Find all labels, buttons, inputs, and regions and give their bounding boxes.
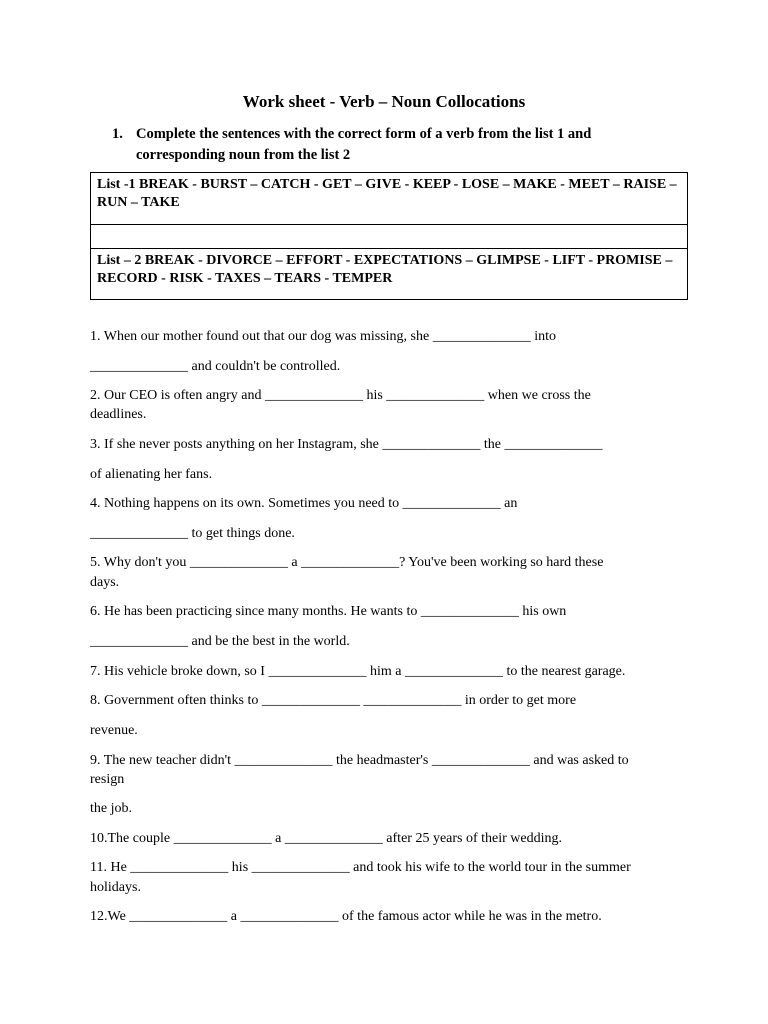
question-6-line-1: 6. He has been practicing since many months. He wants to ______________ his own xyxy=(90,604,567,619)
question-4-line-2: ______________ to get things done. xyxy=(90,526,295,541)
question-9-line-3: the job. xyxy=(90,801,132,816)
question-9-line-1: 9. The new teacher didn't ______________ the headmaster's ______________ and was asked to xyxy=(90,753,629,768)
worksheet-title: Work sheet - Verb – Noun Collocations xyxy=(242,92,526,111)
word-lists-table xyxy=(90,172,688,300)
instruction-text: Complete the sentences with the correct form of a verb from the list 1 and corresponding noun from the list 2 xyxy=(136,126,592,163)
question-10-line-1: 10.The couple ______________ a ______________ after 25 years of their wedding. xyxy=(90,831,563,846)
question-2-line-2: deadlines. xyxy=(90,407,147,422)
question-8-line-2: revenue. xyxy=(90,723,138,738)
question-11-line-1: 11. He ______________ his ______________ and took his wife to the world tour in the summer xyxy=(90,860,631,875)
question-3-line-1: 3. If she never posts anything on her Instagram, she ______________ the ______________ xyxy=(90,437,603,452)
question-8-line-1: 8. Government often thinks to ______________ ______________ in order to get more xyxy=(90,693,577,708)
question-7-line-1: 7. His vehicle broke down, so I ______________ him a ______________ to the nearest garage. xyxy=(90,664,626,679)
question-4-line-1: 4. Nothing happens on its own. Sometimes you need to ______________ an xyxy=(90,496,518,511)
question-1-line-1: 1. When our mother found out that our dog was missing, she ______________ into xyxy=(90,329,556,344)
question-6-line-2: ______________ and be the best in the world. xyxy=(90,634,350,649)
instruction xyxy=(112,124,632,166)
question-9-line-2: resign xyxy=(90,772,125,787)
question-5-line-1: 5. Why don't you ______________ a ______________? You've been working so hard these xyxy=(90,555,604,570)
empty-row xyxy=(91,225,687,249)
question-12-line-1: 12.We ______________ a ______________ of the famous actor while he was in the metro. xyxy=(90,909,602,924)
instruction-number: 1. xyxy=(112,126,123,142)
question-2-line-1: 2. Our CEO is often angry and ______________ his ______________ when we cross the xyxy=(90,388,591,403)
verb-list: List -1 BREAK - BURST – CATCH - GET – GIVE - KEEP - LOSE – MAKE - MEET – RAISE – RUN – TAKE xyxy=(91,173,687,225)
question-1-line-2: ______________ and couldn't be controlled. xyxy=(90,359,341,374)
question-3-line-2: of alienating her fans. xyxy=(90,467,213,482)
question-11-line-2: holidays. xyxy=(90,880,141,895)
noun-list: List – 2 BREAK - DIVORCE – EFFORT - EXPECTATIONS – GLIMPSE - LIFT - PROMISE – RECORD - RISK - TAXES – TEARS - TEMPER xyxy=(97,253,673,286)
question-5-line-2: days. xyxy=(90,575,120,590)
